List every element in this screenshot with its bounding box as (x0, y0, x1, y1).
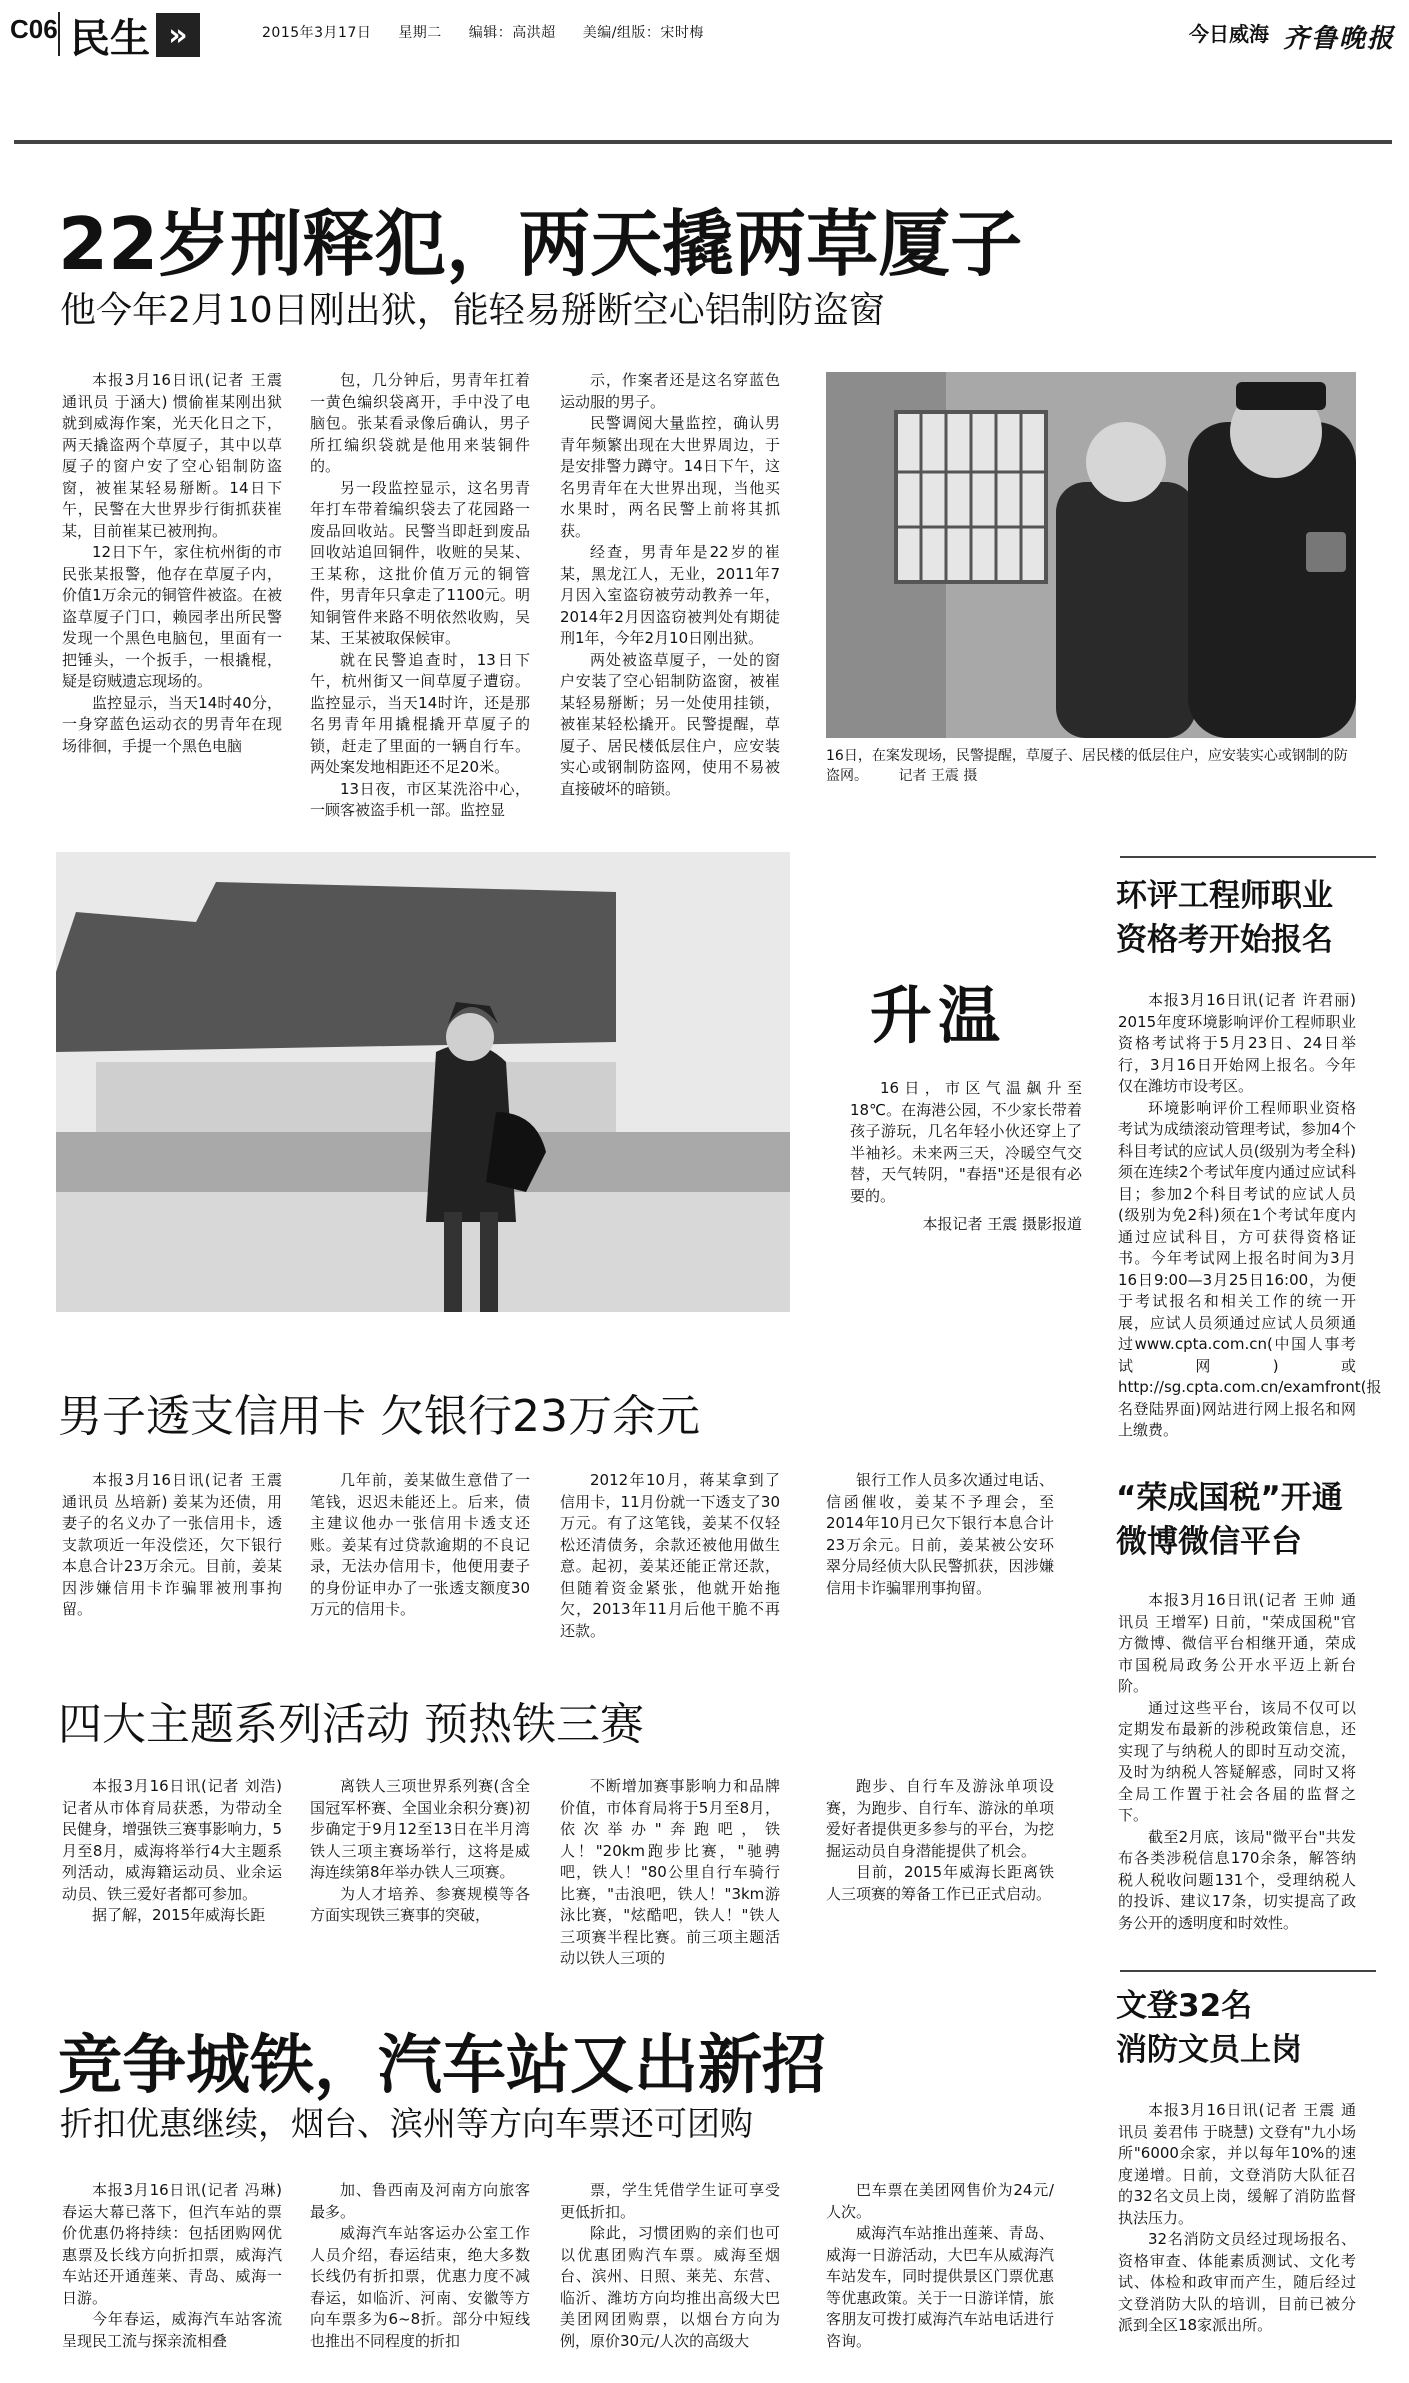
side1-text (1118, 990, 1382, 1442)
paragraph: 13日夜，市区某洗浴中心，一顾客被盗手机一部。监控显 (310, 779, 530, 819)
paragraph: 本报3月16日讯(记者 刘浩) 记者从市体育局获悉，为带动全民健身，增强铁三赛事影响力，5月至8月，威海将举行4大主题系列活动，威海籍运动员、业余运动员、铁三爱好者都可参加。 (62, 1777, 282, 1903)
header-meta (262, 22, 726, 42)
paragraph: 除此，习惯团购的亲们也可以优惠团购汽车票。威海至烟台、滨州、日照、莱芜、东营、临沂、潍坊方向均推出高级大巴美团网团购票，以烟台方向为例，原价30元/人次的高级大 (560, 2224, 780, 2350)
article2-col2-text: 几年前，姜某做生意借了一笔钱，迟迟未能还上。后来，债主建议他办一张信用卡透支还账。姜某有过贷款逾期的不良记录，无法办信用卡，他便用妻子的身份证申办了一张透支额度30万元的信用卡。 (310, 1471, 530, 1618)
article2-column-3 (560, 1470, 780, 1640)
paragraph: 示，作案者还是这名穿蓝色运动服的男子。 (560, 371, 780, 411)
article4-subheadline: 折扣优惠继续，烟台、滨州等方向车票还可团购 (60, 2104, 753, 2143)
article4-column-3 (560, 2180, 780, 2370)
paragraph: 截至2月底，该局"微平台"共发布各类涉税信息170余条，解答纳税人税收问题131个，受理纳税人的投诉、建议17条，切实提高了政务公开的透明度和时效性。 (1118, 1827, 1356, 1932)
paragraph: 12日下午，家住杭州街的市民张某报警，他存在草厦子内，价值1万余元的铜管件被盗。在被盗草厦子门口，赖园孝出所民警发现一个黑色电脑包，里面有一把锤头，一个扳手，一根撬棍，疑是窃贼遗忘现场的。 (62, 543, 282, 690)
article1-photo-credit: 记者 王震 摄 (898, 768, 978, 784)
paragraph: 就在民警追查时，13日下午，杭州街又一间草厦子遭窃。监控显示，当天14时许，还是那名男青年用撬棍撬开草厦子的锁，赶走了里面的一辆自行车。两处案发地相距还不足20米。 (310, 650, 530, 776)
side3-body (1118, 2100, 1356, 2370)
side2-title (1116, 1476, 1343, 1564)
photo-story-credit: 本报记者 王震 摄影报道 (922, 1215, 1082, 1233)
article3-col4-text (826, 1776, 1054, 1905)
photo-story-title: 升温 (870, 979, 1007, 1052)
article2-col1-text: 本报3月16日讯(记者 王震 通讯员 丛培新) 姜某为还债，用妻子的名义办了一张信用卡，透支款项近一年没偿还，欠下银行本息合计23万余元。目前，姜某因涉嫌信用卡诈骗罪被刑事拘留。 (62, 1471, 282, 1618)
paragraph: 加、鲁西南及河南方向旅客最多。 (310, 2181, 530, 2221)
paragraph: 票，学生凭借学生证可享受更低折扣。 (560, 2181, 780, 2221)
side2-title-line1: “荣成国税”开通 (1116, 1480, 1343, 1516)
paragraph: 目前，2015年威海长距离铁人三项赛的筹备工作已正式启动。 (826, 1863, 1054, 1903)
article3-col3-text: 不断增加赛事影响力和品牌价值，市体育局将于5月至8月，依次举办"奔跑吧，铁人！"20km跑步比赛，"驰骋吧，铁人！"80公里自行车骑行比赛，"击浪吧，铁人！"3km游泳比赛，"炫酷吧，铁人！"铁人三项赛半程比赛。前三项主题活动以铁人三项的 (560, 1777, 780, 1967)
paragraph: 本报3月16日讯(记者 冯琳) 春运大幕已落下，但汽车站的票价优惠仍将持续：包括团购网优惠票及长线方向折扣票，威海汽车站还开通莲莱、青岛、威海一日游。 (62, 2181, 282, 2307)
paragraph: 今年春运，威海汽车站客流呈现民工流与探亲流相叠 (62, 2310, 282, 2350)
article2-headline: 男子透支信用卡 欠银行23万余元 (58, 1391, 700, 1442)
article4-col1-text (62, 2180, 282, 2352)
article4-col4-text (826, 2180, 1054, 2352)
article2-column-4 (826, 1470, 1054, 1630)
sidebar-bottom-rule (1120, 1970, 1376, 1972)
header-divider (58, 12, 60, 56)
article1-col1-text (62, 370, 282, 757)
article3-column-3 (560, 1776, 780, 1966)
article3-col1-text (62, 1776, 282, 1927)
edition-name: 今日威海 (1188, 22, 1269, 46)
designer-credit: 美编/组版：宋时梅 (582, 25, 704, 41)
article1-column-1 (62, 370, 282, 790)
article2-col4-text: 银行工作人员多次通过电话、信函催收，姜某不予理会，至2014年10月已欠下银行本息合计23万余元。日前，姜某被公安环翠分局经侦大队民警抓获，因涉嫌信用卡诈骗罪刑事拘留。 (826, 1471, 1054, 1597)
paragraph: 跑步、自行车及游泳单项设赛，为跑步、自行车、游泳的单项爱好者提供更多参与的平台，为挖掘运动员自身潜能提供了机会。 (826, 1777, 1054, 1860)
paragraph: 另一段监控显示，这名男青年打车带着编织袋去了花园路一废品回收站。民警当即赶到废品回收站追回铜件，收赃的吴某、王某称，这批价值万元的铜管件，男青年只拿走了1100元。明知铜管件来路不明依然收购，吴某、王某被取保候审。 (310, 478, 530, 647)
side1-title-line1: 环评工程师职业 (1116, 878, 1333, 914)
article2-col3-text: 2012年10月，蒋某拿到了信用卡，11月份就一下透支了30万元。有了这笔钱，姜某不仅轻松还清债务，余款还被他用做生意。起初，姜某还能正常还款，但随着资金紧张，他就开始拖欠，2013年11月后他干脆不再还款。 (560, 1471, 780, 1640)
article3-column-4 (826, 1776, 1054, 1966)
paragraph: 两处被盗草厦子，一处的窗户安装了空心铝制防盗窗，被崔某轻易掰断；另一处使用挂锁，被崔某轻松撬开。民警提醒，草厦子、居民楼低层住户，应安装实心或钢制防盗网，使用不易被直接破坏的暗锁。 (560, 650, 780, 798)
side3-title (1116, 1984, 1302, 2072)
side3-title-line1: 文登32名 (1116, 1988, 1253, 2024)
paragraph: 监控显示，当天14时40分，一身穿蓝色运动衣的男青年在现场徘徊，手提一个黑色电脑 (62, 693, 282, 755)
newspaper-logo: 齐鲁晚报 (1282, 24, 1395, 54)
masthead (1189, 18, 1395, 55)
article1-col3-text (560, 370, 780, 800)
side1-title (1116, 874, 1333, 962)
article4-headline: 竞争城铁，汽车站又出新招 (58, 2029, 826, 2103)
article4-col2-text (310, 2180, 530, 2352)
paragraph: 威海汽车站客运办公室工作人员介绍，春运结束，绝大多数长线仍有折扣票，优惠力度不减春运，如临沂、河南、安徽等方向车票多为6~8折。部分中短线也推出不同程度的折扣 (310, 2224, 530, 2350)
article1-photo-caption (826, 746, 1356, 786)
paragraph: 巴车票在美团网售价为24元/人次。 (826, 2181, 1054, 2221)
page-number: C06 (10, 14, 58, 44)
photo-story-body: 16日，市区气温飙升至18℃。在海港公园，不少家长带着孩子游玩，几名年轻小伙还穿上了半袖衫。未来两三天，冷暖空气交替，天气转阴，"春捂"还是很有必要的。 (850, 1079, 1082, 1205)
article4-column-1 (62, 2180, 282, 2370)
article2-column-2 (310, 1470, 530, 1630)
article1-subheadline: 他今年2月10日刚出狱，能轻易掰断空心铝制防盗窗 (60, 290, 885, 331)
section-name: 民生 (70, 15, 150, 62)
paragraph: 离铁人三项世界系列赛(含全国冠军杯赛、全国业余积分赛)初步确定于9月12至13日在半月湾铁人三项主赛场举行，这将是威海连续第8年举办铁人三项赛。 (310, 1777, 530, 1881)
article3-col2-text (310, 1776, 530, 1927)
article4-column-2 (310, 2180, 530, 2370)
article3-column-2 (310, 1776, 530, 1966)
article1-column-3 (560, 370, 780, 798)
paragraph: 包，几分钟后，男青年扛着一黄色编织袋离开，手中没了电脑包。张某看录像后确认，男子所扛编织袋就是他用来装铜件的。 (310, 371, 530, 475)
issue-date: 2015年3月17日 (262, 25, 372, 41)
paragraph: 本报3月16日讯(记者 许君丽) 2015年度环境影响评价工程师职业资格考试将于5月23日、24日举行，3月16日开始网上报名。今年仅在潍坊市设考区。 (1118, 991, 1356, 1095)
side2-text (1118, 1590, 1356, 1934)
article3-column-1 (62, 1776, 282, 1966)
header-rule (14, 140, 1392, 144)
photo-story-photo (56, 852, 790, 1312)
article2-column-1 (62, 1470, 282, 1630)
article1-col2-text (310, 370, 530, 822)
paragraph: 环境影响评价工程师职业资格考试为成绩滚动管理考试，参加4个科目考试的应试人员(级别为考全科)须在连续2个考试年度内通过应试科目；参加2个科目考试的应试人员(级别为免2科)须在1个考试年度内通过应试科目，方可获得资格证书。今年考试网上报名时间为3月16日9:00—3月25日16:00，为便于考试报名和相关工作的统一开展，应试人员须通过应试人员须通过www.cpta.com.cn(中国人事考试网)或http://sg.cpta.com.cn/examfront(报名登陆界面)网站进行网上报名和网上缴费。 (1118, 1098, 1382, 1439)
paragraph: 通过这些平台，该局不仅可以定期发布最新的涉税政策信息，还实现了与纳税人的即时互动交流，及时为纳税人答疑解惑，同时又将全局工作置于社会各届的监督之下。 (1118, 1698, 1356, 1824)
side2-title-line2: 微博微信平台 (1116, 1524, 1302, 1560)
article4-column-4 (826, 2180, 1054, 2370)
paragraph: 本报3月16日讯(记者 王震 通讯员 于涵大) 惯偷崔某刚出狱就到威海作案，光天化日之下，两天撬盗两个草厦子，其中以草厦子的窗户安了空心铝制防盗窗，被崔某轻易掰断。14日下午，民警在大世界步行街抓获崔某，目前崔某已被刑拘。 (62, 371, 282, 540)
article1-column-2 (310, 370, 530, 819)
paragraph: 为人才培养、参赛规模等各方面实现铁三赛事的突破， (310, 1884, 530, 1924)
article1-caption-text: 16日，在案发现场，民警提醒，草厦子、居民楼的低层住户，应安装实心或钢制的防盗网。 (826, 748, 1348, 784)
paragraph: 本报3月16日讯(记者 王震 通讯员 姜君伟 于晓慧) 文登有"九小场所"6000余家，并以每年10%的速度递增。日前，文登消防大队征召的32名文员上岗，缓解了消防监督执法压力。 (1118, 2101, 1356, 2227)
paragraph: 据了解，2015年威海长距 (92, 1906, 266, 1924)
sidebar-top-rule (1120, 856, 1376, 858)
side1-title-line2: 资格考开始报名 (1116, 922, 1333, 958)
woman-seaside-illustration (56, 852, 790, 1312)
article1-photo (826, 372, 1356, 738)
paragraph: 32名消防文员经过现场报名、资格审查、体能素质测试、文化考试、体检和政审而产生，随后经过文登消防大队的培训，目前已被分派到全区18家派出所。 (1118, 2230, 1356, 2334)
section-label (70, 10, 200, 60)
police-window-illustration (826, 372, 1356, 738)
double-chevron-right-icon: » (156, 13, 200, 57)
editor-credit: 编辑：高洪超 (468, 25, 556, 41)
side2-body (1118, 1590, 1356, 1980)
article4-col3-text (560, 2180, 780, 2352)
paragraph: 威海汽车站推出莲莱、青岛、威海一日游活动，大巴车从威海汽车站发车，同时提供景区门票优惠等优惠政策。关于一日游详情，旅客朋友可拨打威海汽车站电话进行咨询。 (826, 2224, 1054, 2350)
issue-weekday: 星期二 (398, 25, 442, 41)
article3-headline: 四大主题系列活动 预热铁三赛 (58, 1699, 644, 1750)
side3-text (1118, 2100, 1356, 2337)
article1-headline: 22岁刑释犯，两天撬两草厦子 (58, 202, 1023, 286)
paragraph: 本报3月16日讯(记者 王帅 通讯员 王增军) 日前，"荣成国税"官方微博、微信平台相继开通，荣成市国税局政务公开水平迈上新台阶。 (1118, 1591, 1356, 1695)
side1-body (1118, 990, 1382, 1439)
side3-title-line2: 消防文员上岗 (1116, 2032, 1302, 2068)
paragraph: 经查，男青年是22岁的崔某，黑龙江人，无业，2011年7月因入室盗窃被劳动教养一年，2014年2月因盗窃被判处有期徒刑1年，今年2月10日刚出狱。 (560, 543, 780, 647)
paragraph: 民警调阅大量监控，确认男青年频繁出现在大世界周边，于是安排警力蹲守。14日下午，这名男青年在大世界出现，当他买水果时，两名民警上前将其抓获。 (560, 414, 780, 540)
photo-story-text (850, 1078, 1082, 1214)
